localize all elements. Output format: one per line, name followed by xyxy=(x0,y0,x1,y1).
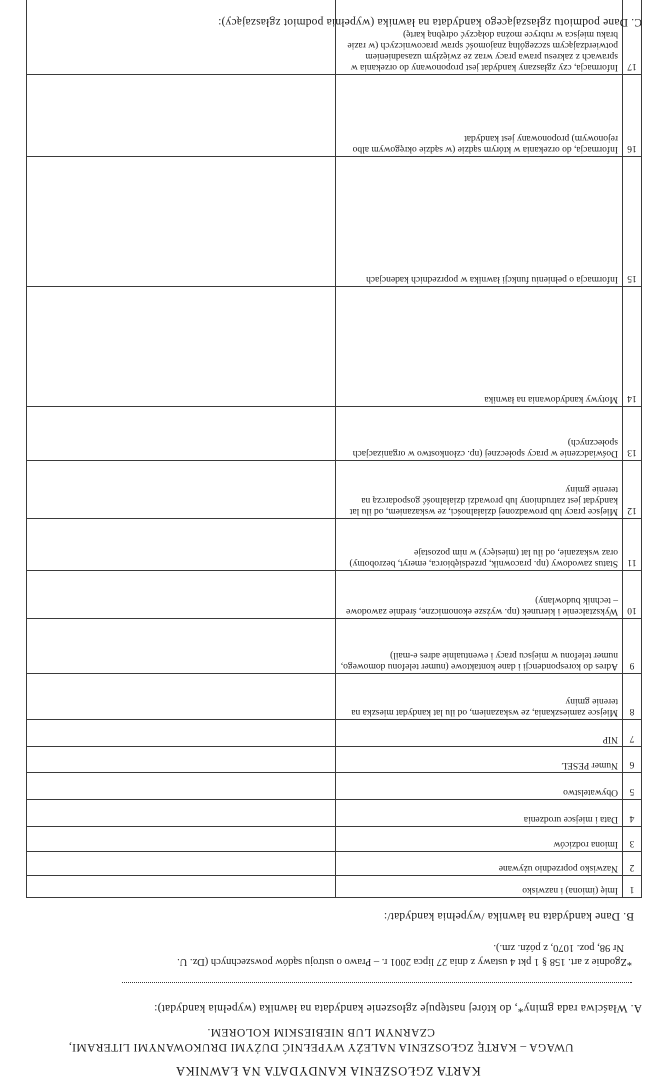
row-number: 13 xyxy=(623,407,642,461)
row-value-field[interactable] xyxy=(27,674,336,720)
warning-line-2: CZARNYM LUB NIEBIESKIM KOLOREM. xyxy=(207,1026,435,1038)
footnote-line-2: Nr 98, poz. 1070, z późn. zm.). xyxy=(493,942,624,953)
row-label: Imiona rodziców xyxy=(336,827,623,852)
row-value-field[interactable] xyxy=(27,461,336,519)
table-row xyxy=(27,157,642,287)
table-row xyxy=(27,852,642,876)
row-value-field[interactable] xyxy=(27,407,336,461)
table-row xyxy=(27,461,642,519)
row-value-field[interactable] xyxy=(27,876,336,898)
row-label: Obywatelstwo xyxy=(336,773,623,800)
row-value-field[interactable] xyxy=(27,157,336,287)
row-value-field[interactable] xyxy=(27,720,336,747)
row-label: Miejsce zamieszkania, ze wskazaniem, od ilu lat kandydat mieszka na terenie gminy xyxy=(336,674,623,720)
row-number: 4 xyxy=(623,800,642,827)
row-label: Informacja, czy zgłaszany kandydat jest proponowany do orzekania w sprawach z zakresu prawa pracy wraz ze zwięzłym uzasadnieniem potwierdzającym szczególną znajomość spraw pracowniczych (w razie braku miejsca w rubryce można dołączyć odrębną kartę) xyxy=(336,0,623,75)
row-value-field[interactable] xyxy=(27,571,336,619)
row-value-field[interactable] xyxy=(27,827,336,852)
table-row xyxy=(27,571,642,619)
row-number: 5 xyxy=(623,773,642,800)
row-label: Informacja o pełnieniu funkcji ławnika w poprzednich kadencjach xyxy=(336,157,623,287)
row-label: Status zawodowy (np. pracownik, przedsiębiorca, emeryt, bezrobotny) oraz wskazanie, od ilu lat (miesięcy) w nim pozostaje xyxy=(336,519,623,571)
row-value-field[interactable] xyxy=(27,0,336,75)
row-label: Numer PESEL xyxy=(336,747,623,773)
table-row xyxy=(27,876,642,898)
page-title: KARTA ZGŁOSZENIA KANDYDATA NA ŁAWNIKA xyxy=(175,1064,481,1078)
row-number: 7 xyxy=(623,720,642,747)
row-label: Informacja, do orzekania w którym sądzie (w sądzie okręgowym albo rejonowym) proponowany jest kandydat xyxy=(336,75,623,157)
row-value-field[interactable] xyxy=(27,619,336,674)
row-value-field[interactable] xyxy=(27,287,336,407)
row-value-field[interactable] xyxy=(27,800,336,827)
row-number: 17 xyxy=(623,0,642,75)
row-number: 16 xyxy=(623,75,642,157)
table-row xyxy=(27,519,642,571)
row-value-field[interactable] xyxy=(27,773,336,800)
section-c-heading: C. Dane podmiotu zgłaszającego kandydata na ławnika (wypełnia podmiot zgłaszający): xyxy=(217,16,642,28)
row-value-field[interactable] xyxy=(27,519,336,571)
row-number: 6 xyxy=(623,747,642,773)
row-label: Adres do korespondencji i dane kontaktowe (numer telefonu domowego, numer telefonu w miejscu pracy i ewentualnie adres e-mail) xyxy=(336,619,623,674)
row-value-field[interactable] xyxy=(27,747,336,773)
row-label: Miejsce pracy lub prowadzonej działalności, ze wskazaniem, od ilu lat kandydat jest zatrudniony lub prowadzi działalność gospodarczą na terenie gminy xyxy=(336,461,623,519)
row-number: 15 xyxy=(623,157,642,287)
row-number: 3 xyxy=(623,827,642,852)
table-row xyxy=(27,407,642,461)
table-row xyxy=(27,75,642,157)
row-label: Imię (imiona) i nazwisko xyxy=(336,876,623,898)
table-row xyxy=(27,674,642,720)
table-row xyxy=(27,720,642,747)
row-number: 9 xyxy=(623,619,642,674)
table-row xyxy=(27,287,642,407)
row-number: 11 xyxy=(623,519,642,571)
section-a-footnote xyxy=(12,940,632,968)
row-number: 8 xyxy=(623,674,642,720)
row-label: Motywy kandydowania na ławnika xyxy=(336,287,623,407)
section-b-heading: B. Dane kandydata na ławnika /wypełnia kandydat/: xyxy=(383,910,634,922)
table-row xyxy=(27,619,642,674)
warning-line-1: UWAGA – KARTĘ ZGŁOSZENIA NALEŻY WYPEŁNIĆ DUŻYMI DRUKOWANYMI LITERAMI, xyxy=(68,1041,574,1053)
row-number: 14 xyxy=(623,287,642,407)
section-a-fill-line[interactable] xyxy=(122,982,632,994)
table-row xyxy=(27,800,642,827)
table-row xyxy=(27,773,642,800)
footnote-line-1: *Zgodnie z art. 158 § 1 pkt 4 ustawy z dnia 27 lipca 2001 r. – Prawo o ustroju sądów powszechnych (Dz. U. xyxy=(177,956,632,967)
row-label: Nazwisko poprzednio używane xyxy=(336,852,623,876)
table-row xyxy=(27,747,642,773)
row-number: 1 xyxy=(623,876,642,898)
row-label: Wykształcenie i kierunek (np. wyższe ekonomiczne, średnie zawodowe – technik budowlany) xyxy=(336,571,623,619)
section-a-heading: A. Właściwa rada gminy*, do której następuje zgłoszenie kandydata na ławnika (wypełnia kandydat): xyxy=(154,1002,642,1014)
table-row xyxy=(27,827,642,852)
row-number: 2 xyxy=(623,852,642,876)
row-value-field[interactable] xyxy=(27,75,336,157)
row-value-field[interactable] xyxy=(27,852,336,876)
warning-notice xyxy=(16,1024,626,1054)
candidate-data-table xyxy=(26,0,642,898)
row-label: Data i miejsce urodzenia xyxy=(336,800,623,827)
row-number: 10 xyxy=(623,571,642,619)
row-number: 12 xyxy=(623,461,642,519)
row-label: Doświadczenie w pracy społecznej (np. członkostwo w organizacjach społecznych) xyxy=(336,407,623,461)
row-label: NIP xyxy=(336,720,623,747)
table-row xyxy=(27,0,642,75)
